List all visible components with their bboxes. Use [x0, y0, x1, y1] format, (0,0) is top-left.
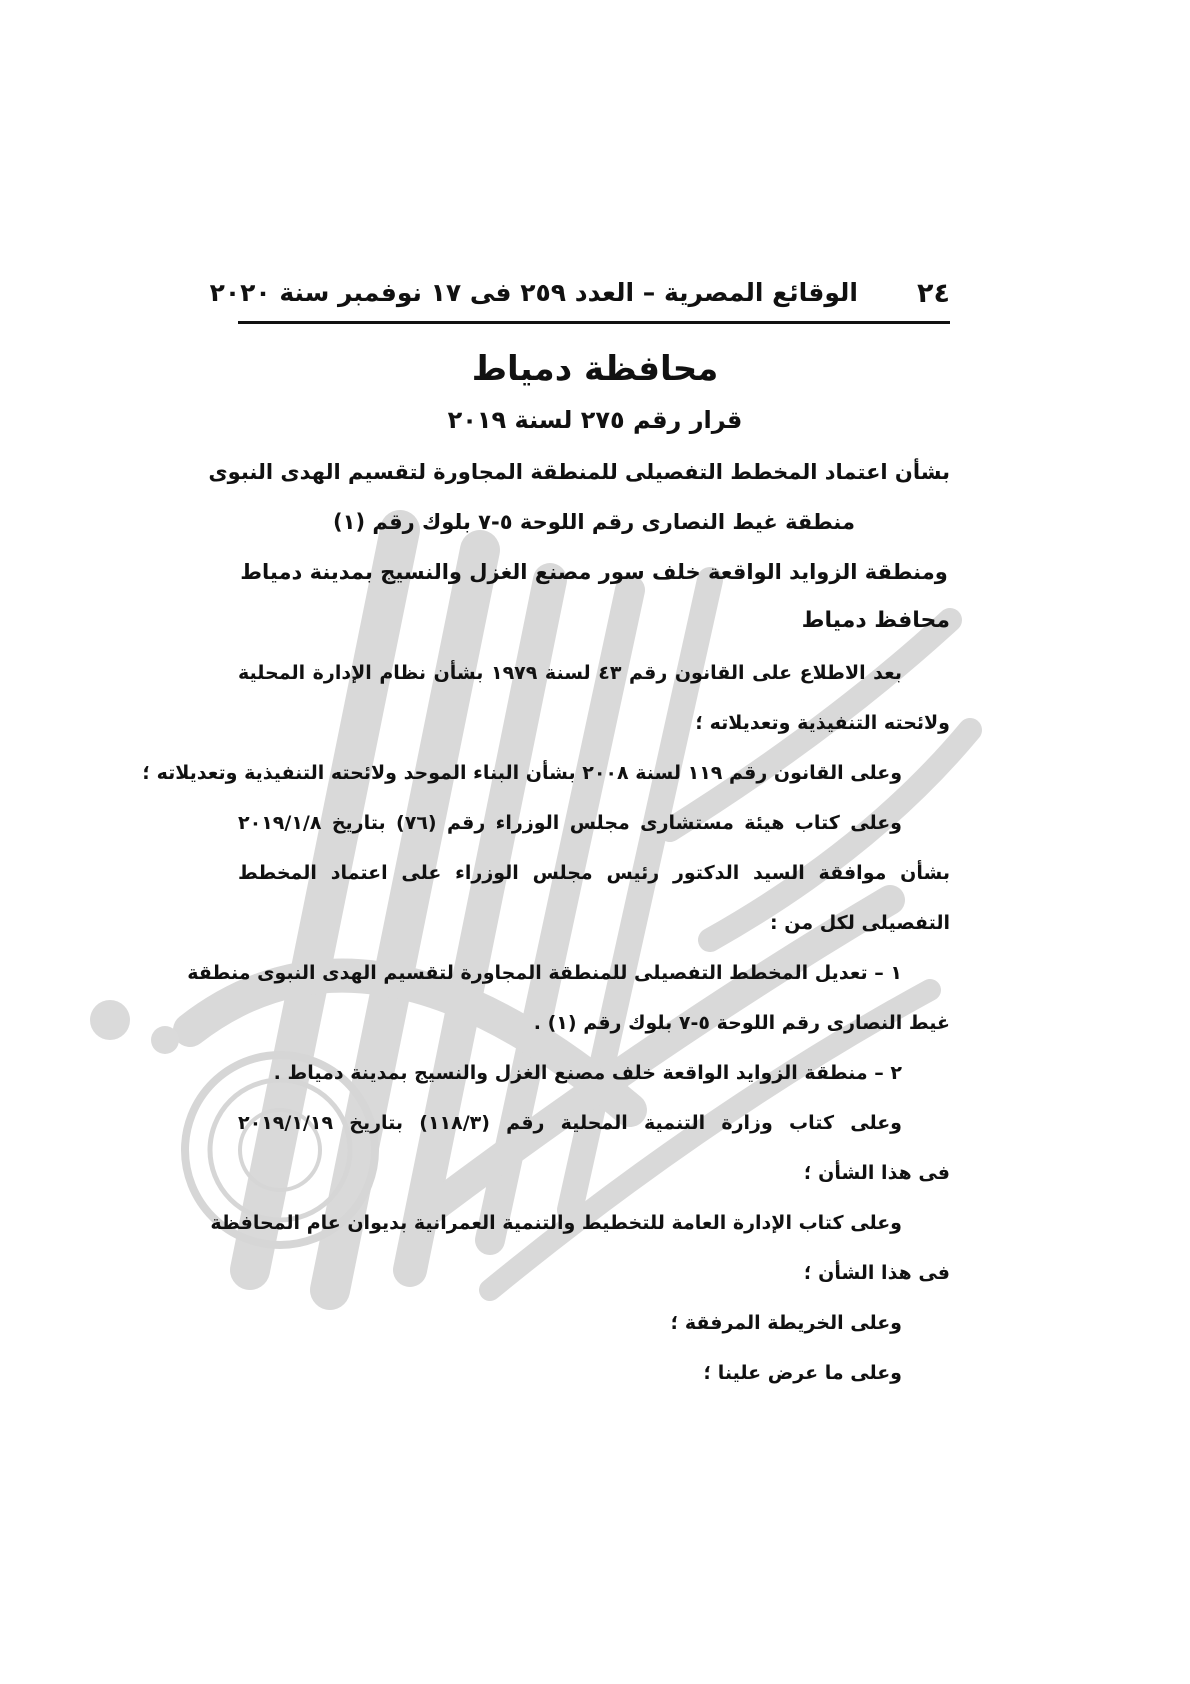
preamble-line: وعلى ما عرض علينا ؛	[703, 1362, 902, 1384]
preamble-line: ولائحته التنفيذية وتعديلاته ؛	[695, 712, 950, 734]
preamble-line: وعلى كتاب وزارة التنمية المحلية رقم (١١٨/٣) بتاريخ ٢٠١٩/١/١٩	[238, 1112, 902, 1134]
issuer-title: محافظ دمياط	[801, 608, 950, 633]
preamble-line: بعد الاطلاع على القانون رقم ٤٣ لسنة ١٩٧٩ بشأن نظام الإدارة المحلية	[238, 662, 902, 684]
preamble-line: وعلى كتاب هيئة مستشارى مجلس الوزراء رقم (٧٦) بتاريخ ٢٠١٩/١/٨	[238, 812, 902, 834]
preamble-line: وعلى كتاب الإدارة العامة للتخطيط والتنمية العمرانية بديوان عام المحافظة	[210, 1212, 902, 1234]
header-divider	[238, 321, 950, 324]
preamble-line: وعلى الخريطة المرفقة ؛	[670, 1312, 902, 1334]
publication-header: الوقائع المصرية – العدد ٢٥٩ فى ١٧ نوفمبر سنة ٢٠٢٠	[209, 278, 858, 307]
preamble-line: وعلى القانون رقم ١١٩ لسنة ٢٠٠٨ بشأن البناء الموحد ولائحته التنفيذية وتعديلاته ؛	[142, 762, 902, 784]
subject-line-3: ومنطقة الزوايد الواقعة خلف سور مصنع الغزل والنسيج بمدينة دمياط	[240, 560, 948, 584]
preamble-line: ١ – تعديل المخطط التفصيلى للمنطقة المجاورة لتقسيم الهدى النبوى منطقة	[187, 962, 902, 984]
preamble-line: ٢ – منطقة الزوايد الواقعة خلف مصنع الغزل والنسيج بمدينة دمياط .	[273, 1062, 902, 1084]
preamble-line: غيط النصارى رقم اللوحة ٥-٧ بلوك رقم (١) .	[533, 1012, 950, 1034]
preamble-line: بشأن موافقة السيد الدكتور رئيس مجلس الوزراء على اعتماد المخطط	[238, 862, 950, 884]
subject-line-1: بشأن اعتماد المخطط التفصيلى للمنطقة المجاورة لتقسيم الهدى النبوى	[208, 460, 950, 484]
preamble-line: فى هذا الشأن ؛	[803, 1162, 950, 1184]
subject-line-2: منطقة غيط النصارى رقم اللوحة ٥-٧ بلوك رقم (١)	[333, 510, 855, 534]
decree-title: قرار رقم ٢٧٥ لسنة ٢٠١٩	[447, 406, 743, 434]
page-number: ٢٤	[917, 278, 950, 309]
preamble-line: فى هذا الشأن ؛	[803, 1262, 950, 1284]
preamble-line: التفصيلى لكل من :	[770, 912, 950, 934]
governorate-title: محافظة دمياط	[471, 349, 719, 389]
page-header	[209, 270, 950, 320]
